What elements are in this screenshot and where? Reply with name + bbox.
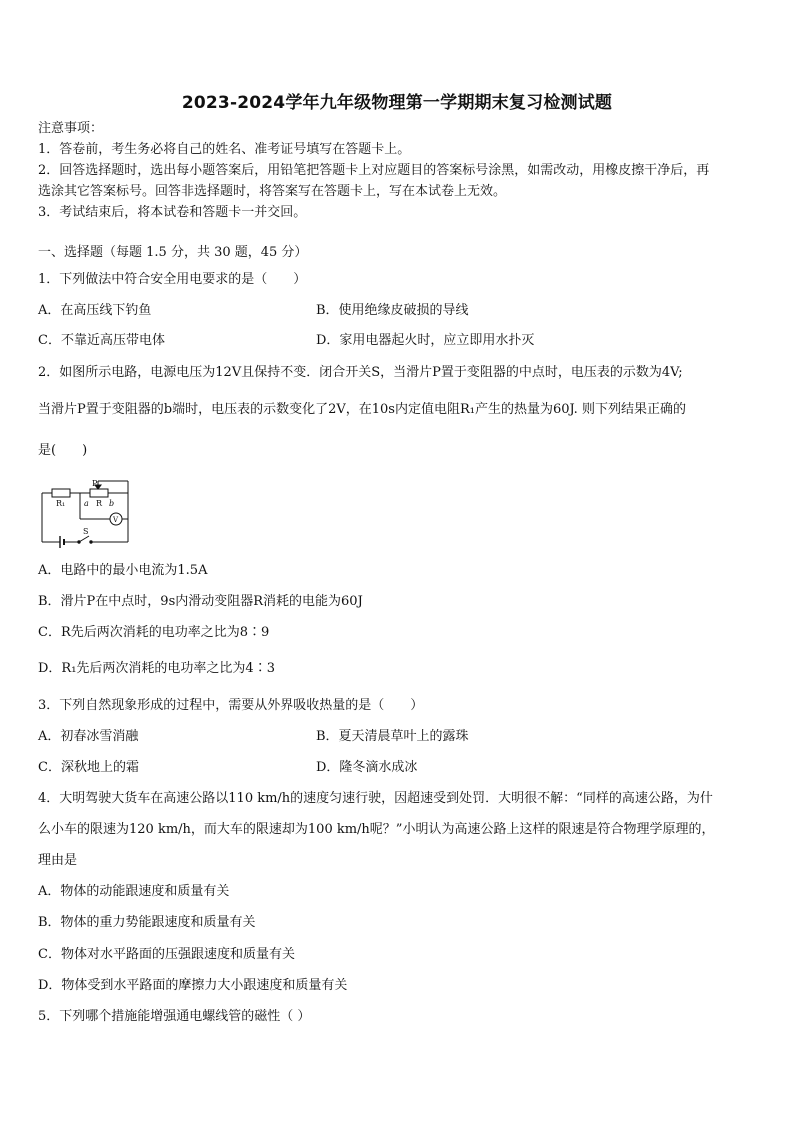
circuit-diagram xyxy=(38,476,138,548)
q1-option-d: D．家用电器起火时，应立即用水扑灭 xyxy=(316,333,535,348)
question-2-stem: 2．如图所示电路，电源电压为12V且保持不变．闭合开关S，当滑片P置于变阻器的中点时，电压表的示数为4V; xyxy=(38,365,683,380)
question-2-stem: 是( ) xyxy=(38,443,88,458)
label-p: P xyxy=(92,479,98,488)
label-s: S xyxy=(83,527,89,536)
q4-option-b: B．物体的重力势能跟速度和质量有关 xyxy=(38,915,256,930)
label-r: R xyxy=(96,499,103,508)
label-a: a xyxy=(84,499,89,508)
notice-item: 选涂其它答案标号。回答非选择题时，将答案写在答题卡上，写在本试卷上无效。 xyxy=(38,184,507,199)
section-heading: 一、选择题（每题 1.5 分，共 30 题，45 分） xyxy=(38,245,308,260)
q2-option-b: B．滑片P在中点时，9s内滑动变阻器R消耗的电能为60J xyxy=(38,594,363,609)
question-4-stem: 理由是 xyxy=(38,853,78,868)
q2-option-c: C．R先后两次消耗的电功率之比为8∶9 xyxy=(38,625,270,640)
question-3-stem: 3．下列自然现象形成的过程中，需要从外界吸收热量的是（ ） xyxy=(38,698,424,713)
q3-option-d: D．隆冬滴水成冰 xyxy=(316,760,418,775)
q3-option-a: A．初春冰雪消融 xyxy=(38,729,139,744)
q4-option-c: C．物体对水平路面的压强跟速度和质量有关 xyxy=(38,947,295,962)
q4-option-a: A．物体的动能跟速度和质量有关 xyxy=(38,884,230,899)
label-v: V xyxy=(113,516,119,524)
page-title: 2023-2024学年九年级物理第一学期期末复习检测试题 xyxy=(181,93,613,113)
notice-item: 3．考试结束后，将本试卷和答题卡一并交回。 xyxy=(38,205,307,220)
label-b: b xyxy=(109,499,115,508)
q3-option-c: C．深秋地上的霜 xyxy=(38,760,139,775)
q2-option-a: A．电路中的最小电流为1.5A xyxy=(38,563,208,578)
q1-option-c: C．不靠近高压带电体 xyxy=(38,333,165,348)
q1-option-b: B．使用绝缘皮破损的导线 xyxy=(316,303,469,318)
q4-option-d: D．物体受到水平路面的摩擦力大小跟速度和质量有关 xyxy=(38,978,348,993)
q3-option-b: B．夏天清晨草叶上的露珠 xyxy=(316,729,469,744)
resistor-r1 xyxy=(52,489,70,497)
label-r1: R₁ xyxy=(56,499,66,508)
rheostat-r xyxy=(90,489,108,497)
question-2-stem: 当滑片P置于变阻器的b端时，电压表的示数变化了2V，在10s内定值电阻R₁产生的热量为60J. 则下列结果正确的 xyxy=(38,402,686,417)
question-5-stem: 5．下列哪个措施能增强通电螺线管的磁性（ ） xyxy=(38,1009,311,1024)
q1-option-a: A．在高压线下钓鱼 xyxy=(38,303,152,318)
question-4-stem: 么小车的限速为120 km/h，而大车的限速却为100 km/h呢？”小明认为高速公路上这样的限速是符合物理学原理的， xyxy=(38,822,715,837)
notice-item: 1．答卷前，考生务必将自己的姓名、准考证号填写在答题卡上。 xyxy=(38,142,411,157)
notice-item: 2．回答选择题时，选出每小题答案后，用铅笔把答题卡上对应题目的答案标号涂黑，如需改动，用橡皮擦干净后，再 xyxy=(38,163,710,178)
q2-option-d: D．R₁先后两次消耗的电功率之比为4∶3 xyxy=(38,661,275,676)
question-4-stem: 4．大明驾驶大货车在高速公路以110 km/h的速度匀速行驶，因超速受到处罚．大明很不解：“同样的高速公路，为什 xyxy=(38,791,713,806)
notice-heading: 注意事项： xyxy=(38,121,104,136)
question-1-stem: 1．下列做法中符合安全用电要求的是（ ） xyxy=(38,272,307,287)
